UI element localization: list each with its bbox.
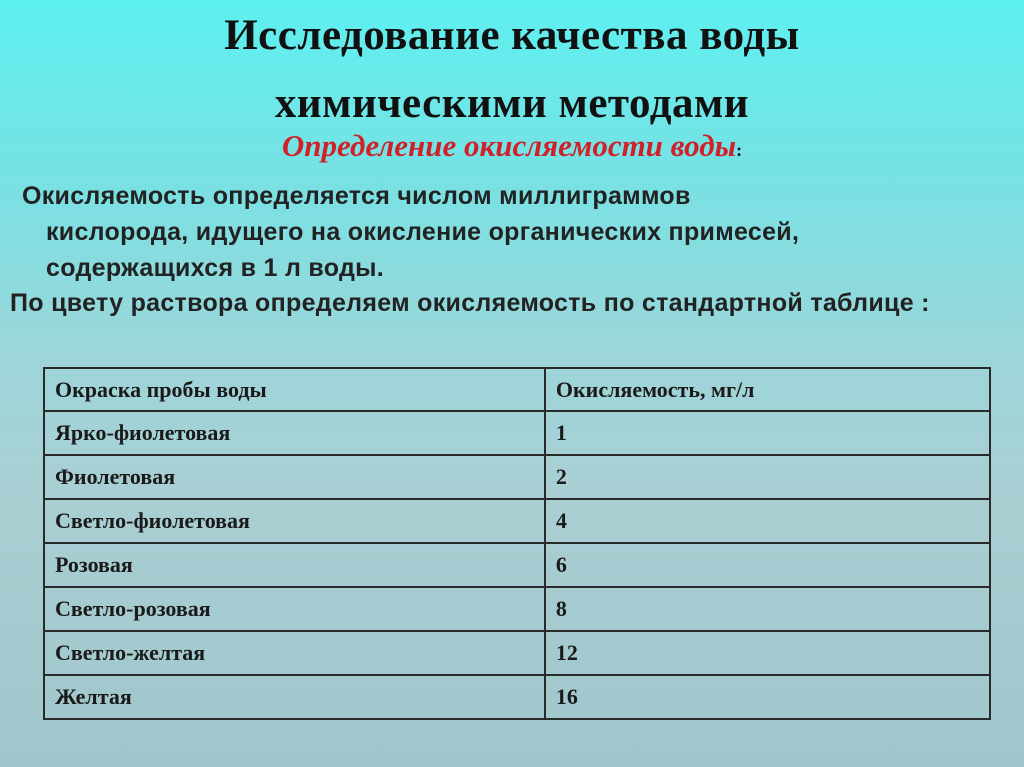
oxidizability-table — [43, 367, 991, 720]
table-row — [44, 631, 990, 675]
cell-value: 8 — [545, 587, 990, 631]
cell-color: Светло-розовая — [44, 587, 545, 631]
definition-line-2: кислорода, идущего на окисление органических примесей, — [46, 218, 800, 246]
title-line-2: химическими методами — [274, 80, 750, 127]
table-row — [44, 411, 990, 455]
table-header-row — [44, 368, 990, 411]
cell-color: Ярко-фиолетовая — [44, 411, 545, 455]
cell-value: 4 — [545, 499, 990, 543]
header-sample-color: Окраска пробы воды — [44, 368, 545, 411]
cell-color: Фиолетовая — [44, 455, 545, 499]
method-paragraph: По цвету раствора определяем окисляемость по стандартной таблице : — [10, 289, 930, 317]
cell-value: 2 — [545, 455, 990, 499]
cell-color: Светло-желтая — [44, 631, 545, 675]
definition-line-1: Окисляемость определяется числом миллиграммов — [22, 182, 691, 210]
cell-color: Желтая — [44, 675, 545, 719]
cell-value: 1 — [545, 411, 990, 455]
title-line-1: Исследование качества воды — [224, 12, 800, 59]
definition-paragraph — [22, 178, 1002, 286]
cell-color: Розовая — [44, 543, 545, 587]
table-row — [44, 455, 990, 499]
cell-color: Светло-фиолетовая — [44, 499, 545, 543]
cell-value: 12 — [545, 631, 990, 675]
table-row — [44, 499, 990, 543]
cell-value: 6 — [545, 543, 990, 587]
slide-title — [0, 2, 1024, 138]
definition-line-3: содержащихся в 1 л воды. — [46, 254, 385, 282]
slide-subtitle — [0, 126, 1024, 170]
table-row — [44, 543, 990, 587]
table-row — [44, 675, 990, 719]
subtitle-colon: : — [736, 140, 743, 160]
header-oxidizability: Окисляемость, мг/л — [545, 368, 990, 411]
subtitle-text: Определение окисляемости воды — [281, 128, 737, 163]
table-row — [44, 587, 990, 631]
cell-value: 16 — [545, 675, 990, 719]
